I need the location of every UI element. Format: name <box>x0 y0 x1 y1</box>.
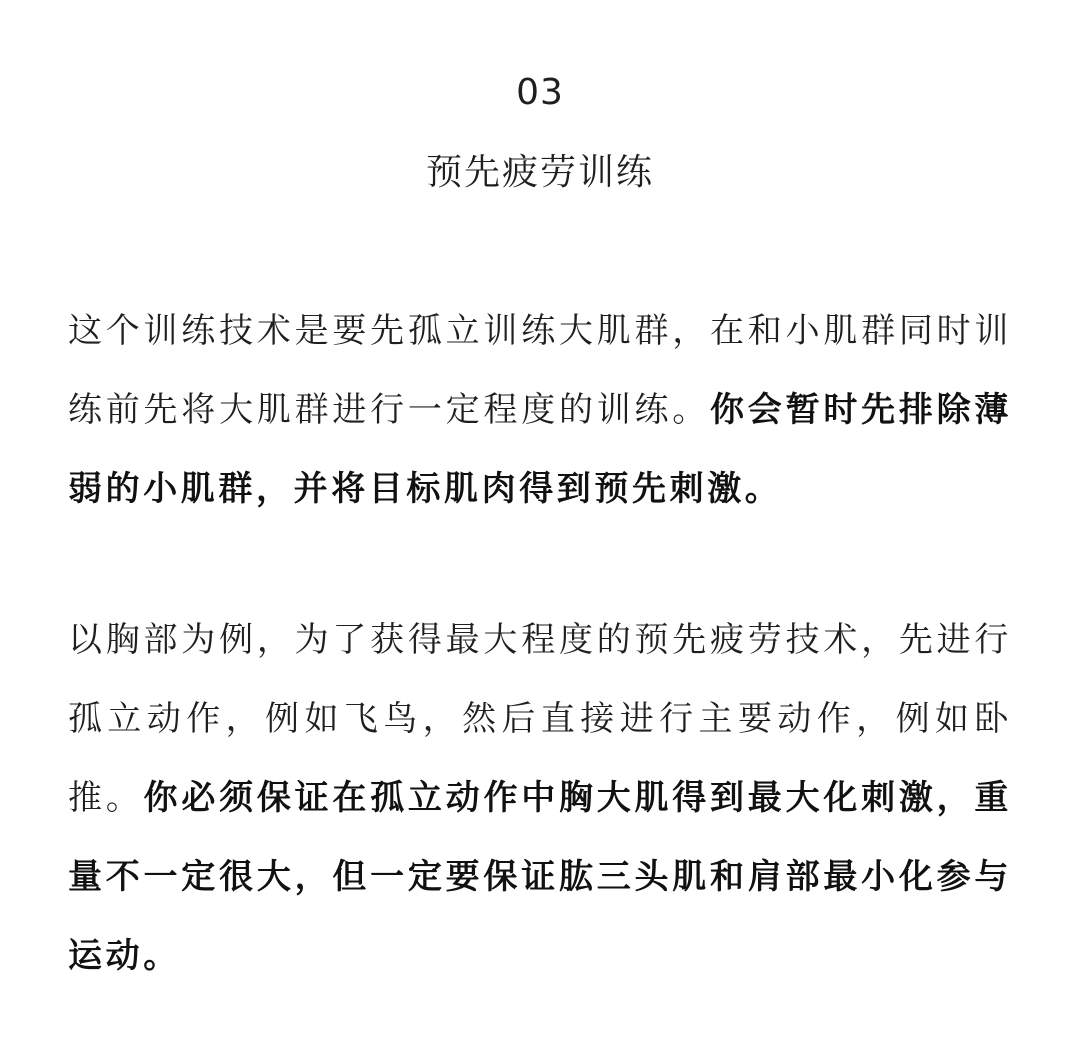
paragraph-2-emphasis: 你必须保证在孤立动作中胸大肌得到最大化刺激，重量不一定很大，但一定要保证肱三头肌和肩部最小化参与运动。 <box>68 778 1012 976</box>
section-title: 预先疲劳训练 <box>425 152 654 193</box>
paragraph-1-emphasis: 你会暂时先排除薄弱的小肌群，并将目标肌肉得到预先刺激。 <box>68 390 1012 509</box>
section-number: 03 <box>516 72 564 113</box>
paragraph-2 <box>68 601 1012 996</box>
paragraph-1-text: 这个训练技术是要先孤立训练大肌群，在和小肌群同时训练前先将大肌群进行一定程度的训练。 <box>68 311 1012 430</box>
paragraph-2-text: 以胸部为例，为了获得最大程度的预先疲劳技术，先进行孤立动作，例如飞鸟，然后直接进行主要动作，例如卧推。 <box>68 620 1012 818</box>
paragraph-1 <box>68 292 1012 529</box>
